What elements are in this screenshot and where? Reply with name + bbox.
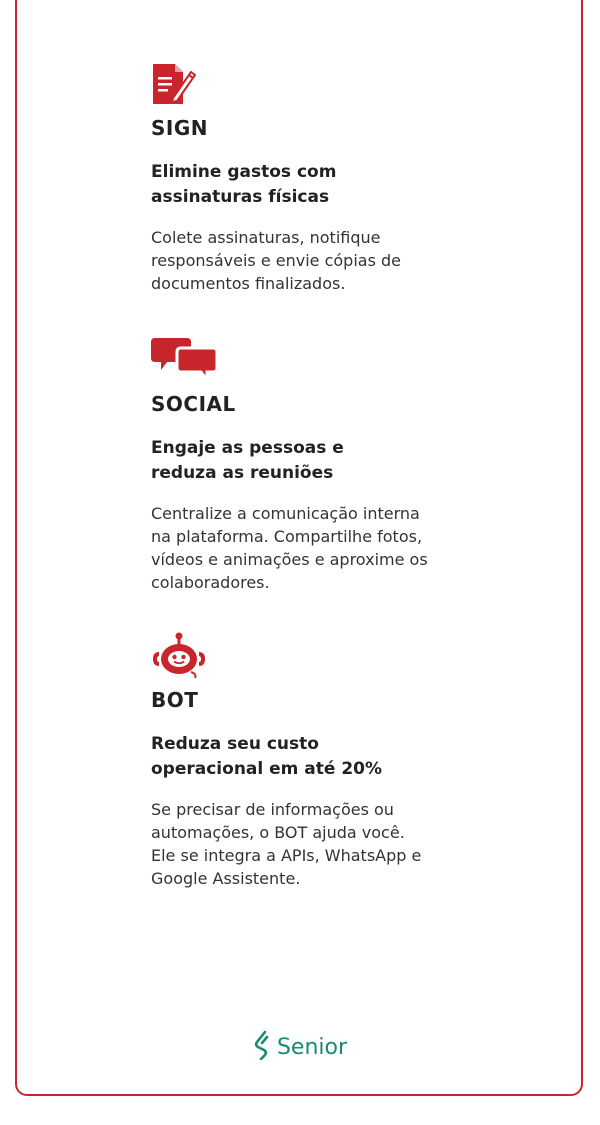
chat-bubbles-icon [151, 336, 223, 380]
product-name: SOCIAL [151, 392, 236, 416]
feature-social [151, 336, 428, 594]
brand-name: Senior [276, 1034, 348, 1060]
feature-description: Se precisar de informações ou automações, o BOT ajuda você. Ele se integra a APIs, WhatsApp e Google Assistente. [151, 800, 422, 888]
product-name: SIGN [151, 116, 208, 140]
footer-brand [0, 1030, 600, 1065]
feature-description: Colete assinaturas, notifique responsáveis e envie cópias de documentos finalizados. [151, 228, 401, 293]
feature-sign [151, 60, 401, 295]
feature-headline: Engaje as pessoas e reduza as reuniões [151, 438, 344, 483]
feature-bot [151, 632, 421, 890]
senior-logo-icon [253, 1030, 271, 1065]
feature-headline: Reduza seu custo operacional em até 20% [151, 734, 383, 779]
feature-description: Centralize a comunicação interna na plataforma. Compartilhe fotos, vídeos e animações e aproxime os colaboradores. [151, 504, 428, 592]
robot-icon [151, 632, 223, 676]
senior-logo[interactable] [253, 1030, 347, 1065]
feature-headline: Elimine gastos com assinaturas físicas [151, 162, 337, 207]
document-signature-icon [151, 60, 223, 104]
product-name: BOT [151, 688, 199, 712]
